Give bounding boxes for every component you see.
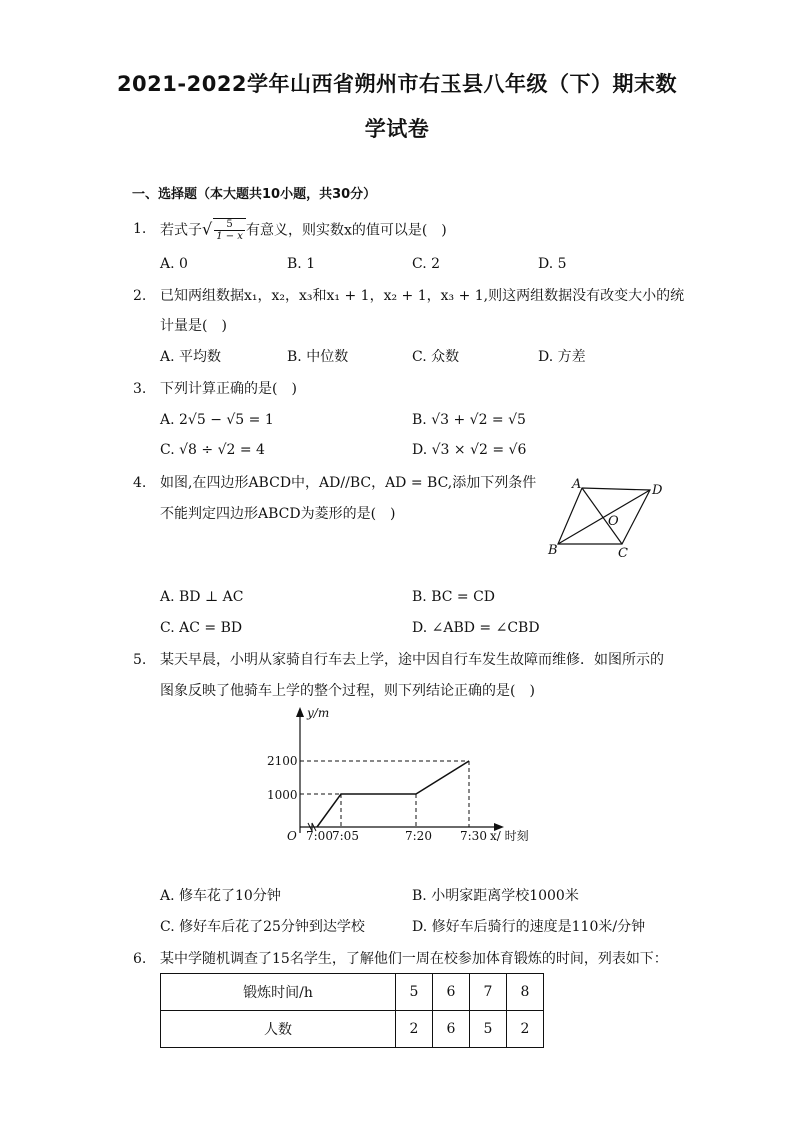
y-axis-label: y/m	[307, 706, 330, 720]
exam-title-line2: 学试卷	[364, 117, 430, 141]
y-axis-arrow	[296, 707, 304, 717]
table-cell: 锻炼时间/h	[161, 974, 396, 1011]
question-4-line1: 如图,在四边形ABCD中，AD//BC，AD = BC,添加下列条件	[160, 475, 537, 491]
table-cell: 2	[507, 1011, 544, 1048]
q3-option-d: D. √3 × √2 = √6	[412, 442, 527, 458]
q1-option-c: C. 2	[412, 256, 441, 272]
q3-option-c: C. √8 ÷ √2 = 4	[160, 442, 265, 458]
q1-option-d: D. 5	[538, 256, 567, 272]
question-number: 1.	[133, 221, 147, 237]
section-heading: 一、选择题（本大题共10小题，共30分）	[132, 187, 377, 202]
rhombus-figure	[540, 470, 670, 565]
question-number: 6.	[133, 951, 147, 967]
q2-option-d: D. 方差	[538, 349, 586, 365]
q1-pre: 若式子	[160, 222, 202, 239]
q3-option-b: B. √3 + √2 = √5	[412, 412, 526, 428]
q3-option-a: A. 2√5 − √5 = 1	[160, 412, 274, 428]
q5-option-d: D. 修好车后骑行的速度是110米/分钟	[412, 919, 646, 935]
q5-option-a: A. 修车花了10分钟	[160, 888, 281, 904]
x-tick-730: 7:30	[460, 829, 487, 843]
table-cell: 6	[433, 1011, 470, 1048]
q5-option-b: B. 小明家距离学校1000米	[412, 888, 579, 904]
journey-line	[317, 761, 469, 827]
q4-option-b: B. BC = CD	[412, 589, 496, 605]
q1-frac-den: 1 − x	[216, 231, 243, 242]
q4-option-a: A. BD ⊥ AC	[160, 589, 244, 605]
table-cell: 8	[507, 974, 544, 1011]
table-cell: 5	[396, 974, 433, 1011]
q4-option-c: C. AC = BD	[160, 620, 243, 636]
origin-label: O	[287, 829, 297, 843]
table-cell: 人数	[161, 1011, 396, 1048]
label-o: O	[608, 514, 619, 529]
question-5-line1: 某天早晨，小明从家骑自行车去上学，途中因自行车发生故障而维修．如图所示的	[160, 652, 664, 668]
q5-option-c: C. 修好车后花了25分钟到达学校	[160, 919, 365, 935]
question-1-text: 若式子√ $\frac{5}{1 - x}$ 有意义，则实数x的值可以是( )	[160, 219, 447, 242]
x-axis-label: x/ 时刻	[490, 829, 529, 843]
table-row	[161, 1011, 544, 1048]
label-d: D	[652, 483, 663, 498]
q4-option-d: D. ∠ABD = ∠CBD	[412, 620, 540, 636]
table-row	[161, 974, 544, 1011]
q2-option-a: A. 平均数	[160, 349, 222, 365]
table-cell: 7	[470, 974, 507, 1011]
label-a: A	[572, 477, 582, 492]
question-4-line2: 不能判定四边形ABCD为菱形的是( )	[160, 506, 396, 522]
question-number: 4.	[133, 475, 147, 491]
q1-option-a: A. 0	[160, 256, 188, 272]
question-number: 5.	[133, 652, 147, 668]
question-number: 2.	[133, 288, 147, 304]
table-cell: 5	[470, 1011, 507, 1048]
q1-option-b: B. 1	[287, 256, 316, 272]
table-cell: 6	[433, 974, 470, 1011]
question-3-text: 下列计算正确的是( )	[160, 381, 297, 397]
q2-option-b: B. 中位数	[287, 349, 349, 365]
q2-option-c: C. 众数	[412, 349, 460, 365]
question-number: 3.	[133, 381, 147, 397]
q1-frac-num: 5	[214, 219, 245, 231]
q1-post: 有意义，则实数x的值可以是( )	[245, 222, 447, 239]
question-5-line2: 图象反映了他骑车上学的整个过程，则下列结论正确的是( )	[160, 683, 535, 699]
table-cell: 2	[396, 1011, 433, 1048]
question-6-text: 某中学随机调查了15名学生，了解他们一周在校参加体育锻炼的时间，列表如下：	[160, 951, 668, 967]
x-tick-720: 7:20	[405, 829, 432, 843]
x-tick-700: 7:00	[306, 829, 333, 843]
label-b: B	[548, 543, 558, 558]
question-2-line1: 已知两组数据x₁，x₂，x₃和x₁ + 1，x₂ + 1，x₃ + 1,则这两组数据没有改变大小的统	[160, 288, 685, 304]
x-tick-705: 7:05	[332, 829, 359, 843]
exercise-table	[160, 973, 544, 1048]
y-tick-1000: 1000	[267, 788, 298, 802]
question-2-line2: 计量是( )	[160, 318, 227, 334]
exam-title-line1: 2021-2022学年山西省朔州市右玉县八年级（下）期末数	[116, 72, 678, 96]
y-tick-2100: 2100	[267, 754, 298, 768]
label-c: C	[618, 546, 628, 561]
travel-graph	[262, 705, 552, 855]
